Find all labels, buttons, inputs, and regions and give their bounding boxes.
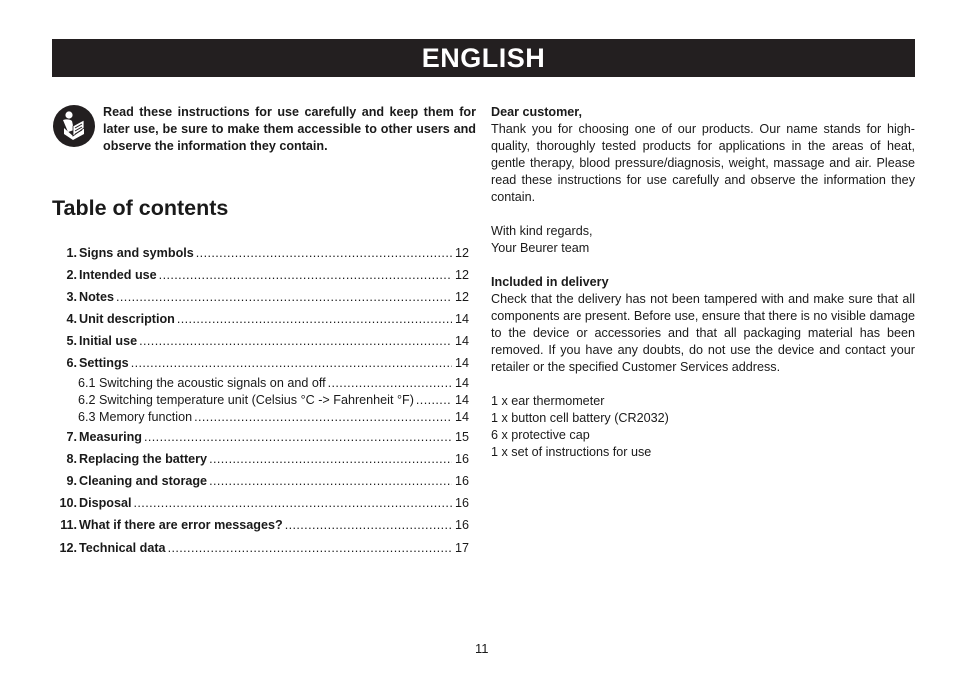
toc-page: 17	[454, 541, 469, 555]
toc-title: Table of contents	[52, 196, 229, 220]
toc-label: Initial use	[79, 334, 138, 348]
toc-page: 16	[454, 518, 469, 532]
toc-page: 14	[454, 410, 469, 424]
toc-leader	[196, 246, 452, 260]
toc-page: 14	[454, 312, 469, 326]
toc-number: 9.	[66, 474, 77, 488]
toc-leader	[144, 430, 452, 444]
toc-label: Unit description	[79, 312, 175, 326]
toc-label: Signs and symbols	[79, 246, 194, 260]
toc-leader	[209, 474, 452, 488]
toc-number: 5.	[66, 334, 77, 348]
toc-label: Cleaning and storage	[79, 474, 208, 488]
toc-entry[interactable]	[52, 268, 469, 286]
toc-leader	[285, 518, 452, 532]
toc-leader	[194, 410, 452, 424]
intro-paragraph: Thank you for choosing one of our products. Our name stands for high-quality, thoroughly tested products for applications in the areas of heat, gentle therapy, blood pressure/diagnosis, weight, massage and air. Please read these instructions for use carefully and observe the information they contain.	[491, 122, 915, 204]
toc-page: 16	[454, 496, 469, 510]
toc-label: Intended use	[79, 268, 157, 282]
toc-entry[interactable]	[52, 312, 469, 330]
toc-page: 14	[454, 334, 469, 348]
toc-number: 4.	[66, 312, 77, 326]
toc-number: 12.	[59, 541, 77, 555]
toc-leader	[168, 541, 452, 555]
toc-label: What if there are error messages?	[79, 518, 283, 532]
toc-entry[interactable]	[52, 452, 469, 470]
toc-entry[interactable]	[52, 290, 469, 308]
toc-label: Settings	[79, 356, 129, 370]
toc-leader	[177, 312, 452, 326]
toc-number: 3.	[66, 290, 77, 304]
toc-label: Technical data	[79, 541, 166, 555]
toc-entry[interactable]	[52, 518, 469, 536]
toc-subentry[interactable]	[78, 410, 469, 428]
toc-page: 14	[454, 376, 469, 390]
toc-number: 11.	[60, 518, 77, 532]
toc-page: 12	[454, 290, 469, 304]
toc-page: 12	[454, 246, 469, 260]
toc-number: 7.	[66, 430, 77, 444]
toc-leader	[139, 334, 452, 348]
greeting: Dear customer,	[491, 105, 582, 119]
toc-number: 10.	[59, 496, 77, 510]
right-column	[491, 104, 915, 461]
toc-entry[interactable]	[52, 474, 469, 492]
toc-entry[interactable]	[52, 541, 469, 559]
toc-label: Disposal	[79, 496, 132, 510]
toc-label: 6.1 Switching the acoustic signals on and off	[78, 376, 326, 390]
delivery-heading: Included in delivery	[491, 275, 609, 289]
toc-entry[interactable]	[52, 430, 469, 448]
toc-leader	[328, 376, 452, 390]
toc-label: Replacing the battery	[79, 452, 208, 466]
toc-subentry[interactable]	[78, 393, 469, 411]
delivery-item: 1 x button cell battery (CR2032)	[491, 411, 669, 425]
toc-leader	[209, 452, 452, 466]
safety-notice: Read these instructions for use carefully and keep them for later use, be sure to make them accessible to other users and observe the information they contain.	[103, 105, 476, 153]
toc-page: 16	[454, 452, 469, 466]
toc-number: 2.	[66, 268, 77, 282]
toc-leader	[159, 268, 452, 282]
toc-page: 12	[454, 268, 469, 282]
toc-page: 14	[454, 356, 469, 370]
toc-label: Measuring	[79, 430, 142, 444]
read-instructions-icon	[52, 104, 96, 148]
language-banner	[52, 39, 915, 77]
closing-line: With kind regards,	[491, 224, 593, 238]
delivery-paragraph: Check that the delivery has not been tampered with and make sure that all components are present. Before use, ensure that there is no visible damage to the device or accessories and that all packaging material has been removed. If you have any doubts, do not use the device and contact your retailer or the specified Customer Services address.	[491, 292, 915, 374]
page-number: 11	[475, 641, 489, 656]
toc-leader	[134, 496, 453, 510]
toc-number: 8.	[66, 452, 77, 466]
toc-leader	[131, 356, 452, 370]
toc-entry[interactable]	[52, 496, 469, 514]
signature-line: Your Beurer team	[491, 241, 590, 255]
toc-label: 6.2 Switching temperature unit (Celsius °C -> Fahrenheit °F)	[78, 393, 414, 407]
delivery-item: 1 x ear thermometer	[491, 394, 605, 408]
delivery-item: 6 x protective cap	[491, 428, 590, 442]
toc-page: 16	[454, 474, 469, 488]
toc-leader	[116, 290, 452, 304]
toc-number: 6.	[66, 356, 77, 370]
toc-page: 14	[454, 393, 469, 407]
toc-label: Notes	[79, 290, 114, 304]
delivery-item: 1 x set of instructions for use	[491, 445, 652, 459]
toc-entry[interactable]	[52, 356, 469, 374]
toc-number: 1.	[66, 246, 77, 260]
toc-subentry[interactable]	[78, 376, 469, 394]
language-title: ENGLISH	[421, 42, 546, 73]
toc-entry[interactable]	[52, 246, 469, 264]
toc-leader	[416, 393, 452, 407]
toc-page: 15	[454, 430, 469, 444]
toc-label: 6.3 Memory function	[78, 410, 193, 424]
toc-entry[interactable]	[52, 334, 469, 352]
